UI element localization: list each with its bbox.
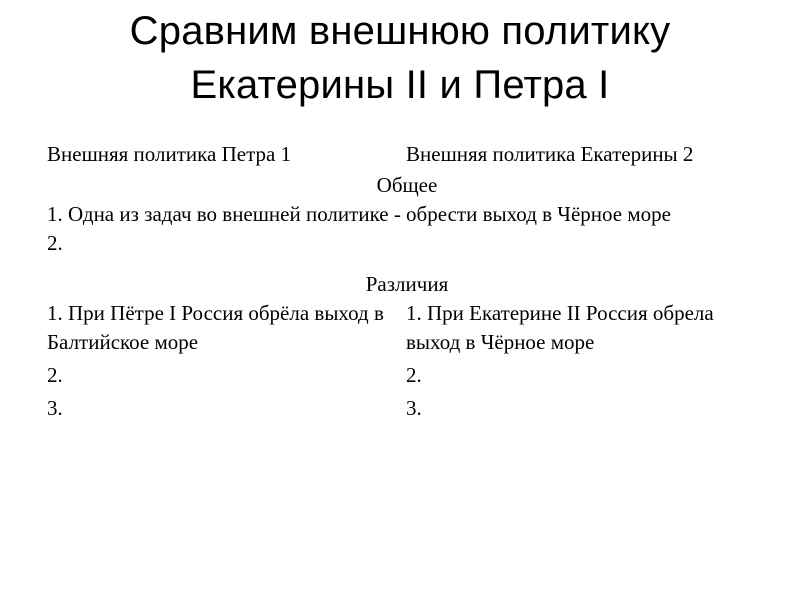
difference-1-catherine: 1. При Екатерине II Россия обрела выход в Чёрное море bbox=[406, 301, 714, 354]
slide-title-line-2: Екатерины II и Петра I bbox=[190, 63, 610, 107]
difference-row-2 bbox=[47, 361, 767, 390]
comparison-content bbox=[47, 140, 767, 423]
difference-2-catherine: 2. bbox=[406, 363, 422, 387]
difference-3-peter: 3. bbox=[47, 396, 63, 420]
difference-3-catherine: 3. bbox=[406, 396, 422, 420]
slide-title bbox=[0, 4, 800, 112]
common-item-2: 2. bbox=[47, 231, 63, 255]
column-header-row bbox=[47, 140, 767, 169]
difference-row-1 bbox=[47, 299, 767, 357]
difference-row-3 bbox=[47, 394, 767, 423]
common-heading: Общее bbox=[376, 173, 438, 197]
common-item-1: 1. Одна из задач во внешней политике - обрести выход в Чёрное море bbox=[47, 202, 671, 226]
difference-1-peter: 1. При Пётре I Россия обрёла выход в Балтийское море bbox=[47, 301, 384, 354]
column-header-peter: Внешняя политика Петра 1 bbox=[47, 142, 292, 166]
slide-title-line-1: Сравним внешнюю политику bbox=[129, 9, 671, 53]
differences-heading: Различия bbox=[365, 272, 449, 296]
column-header-catherine: Внешняя политика Екатерины 2 bbox=[406, 142, 694, 166]
difference-2-peter: 2. bbox=[47, 363, 63, 387]
